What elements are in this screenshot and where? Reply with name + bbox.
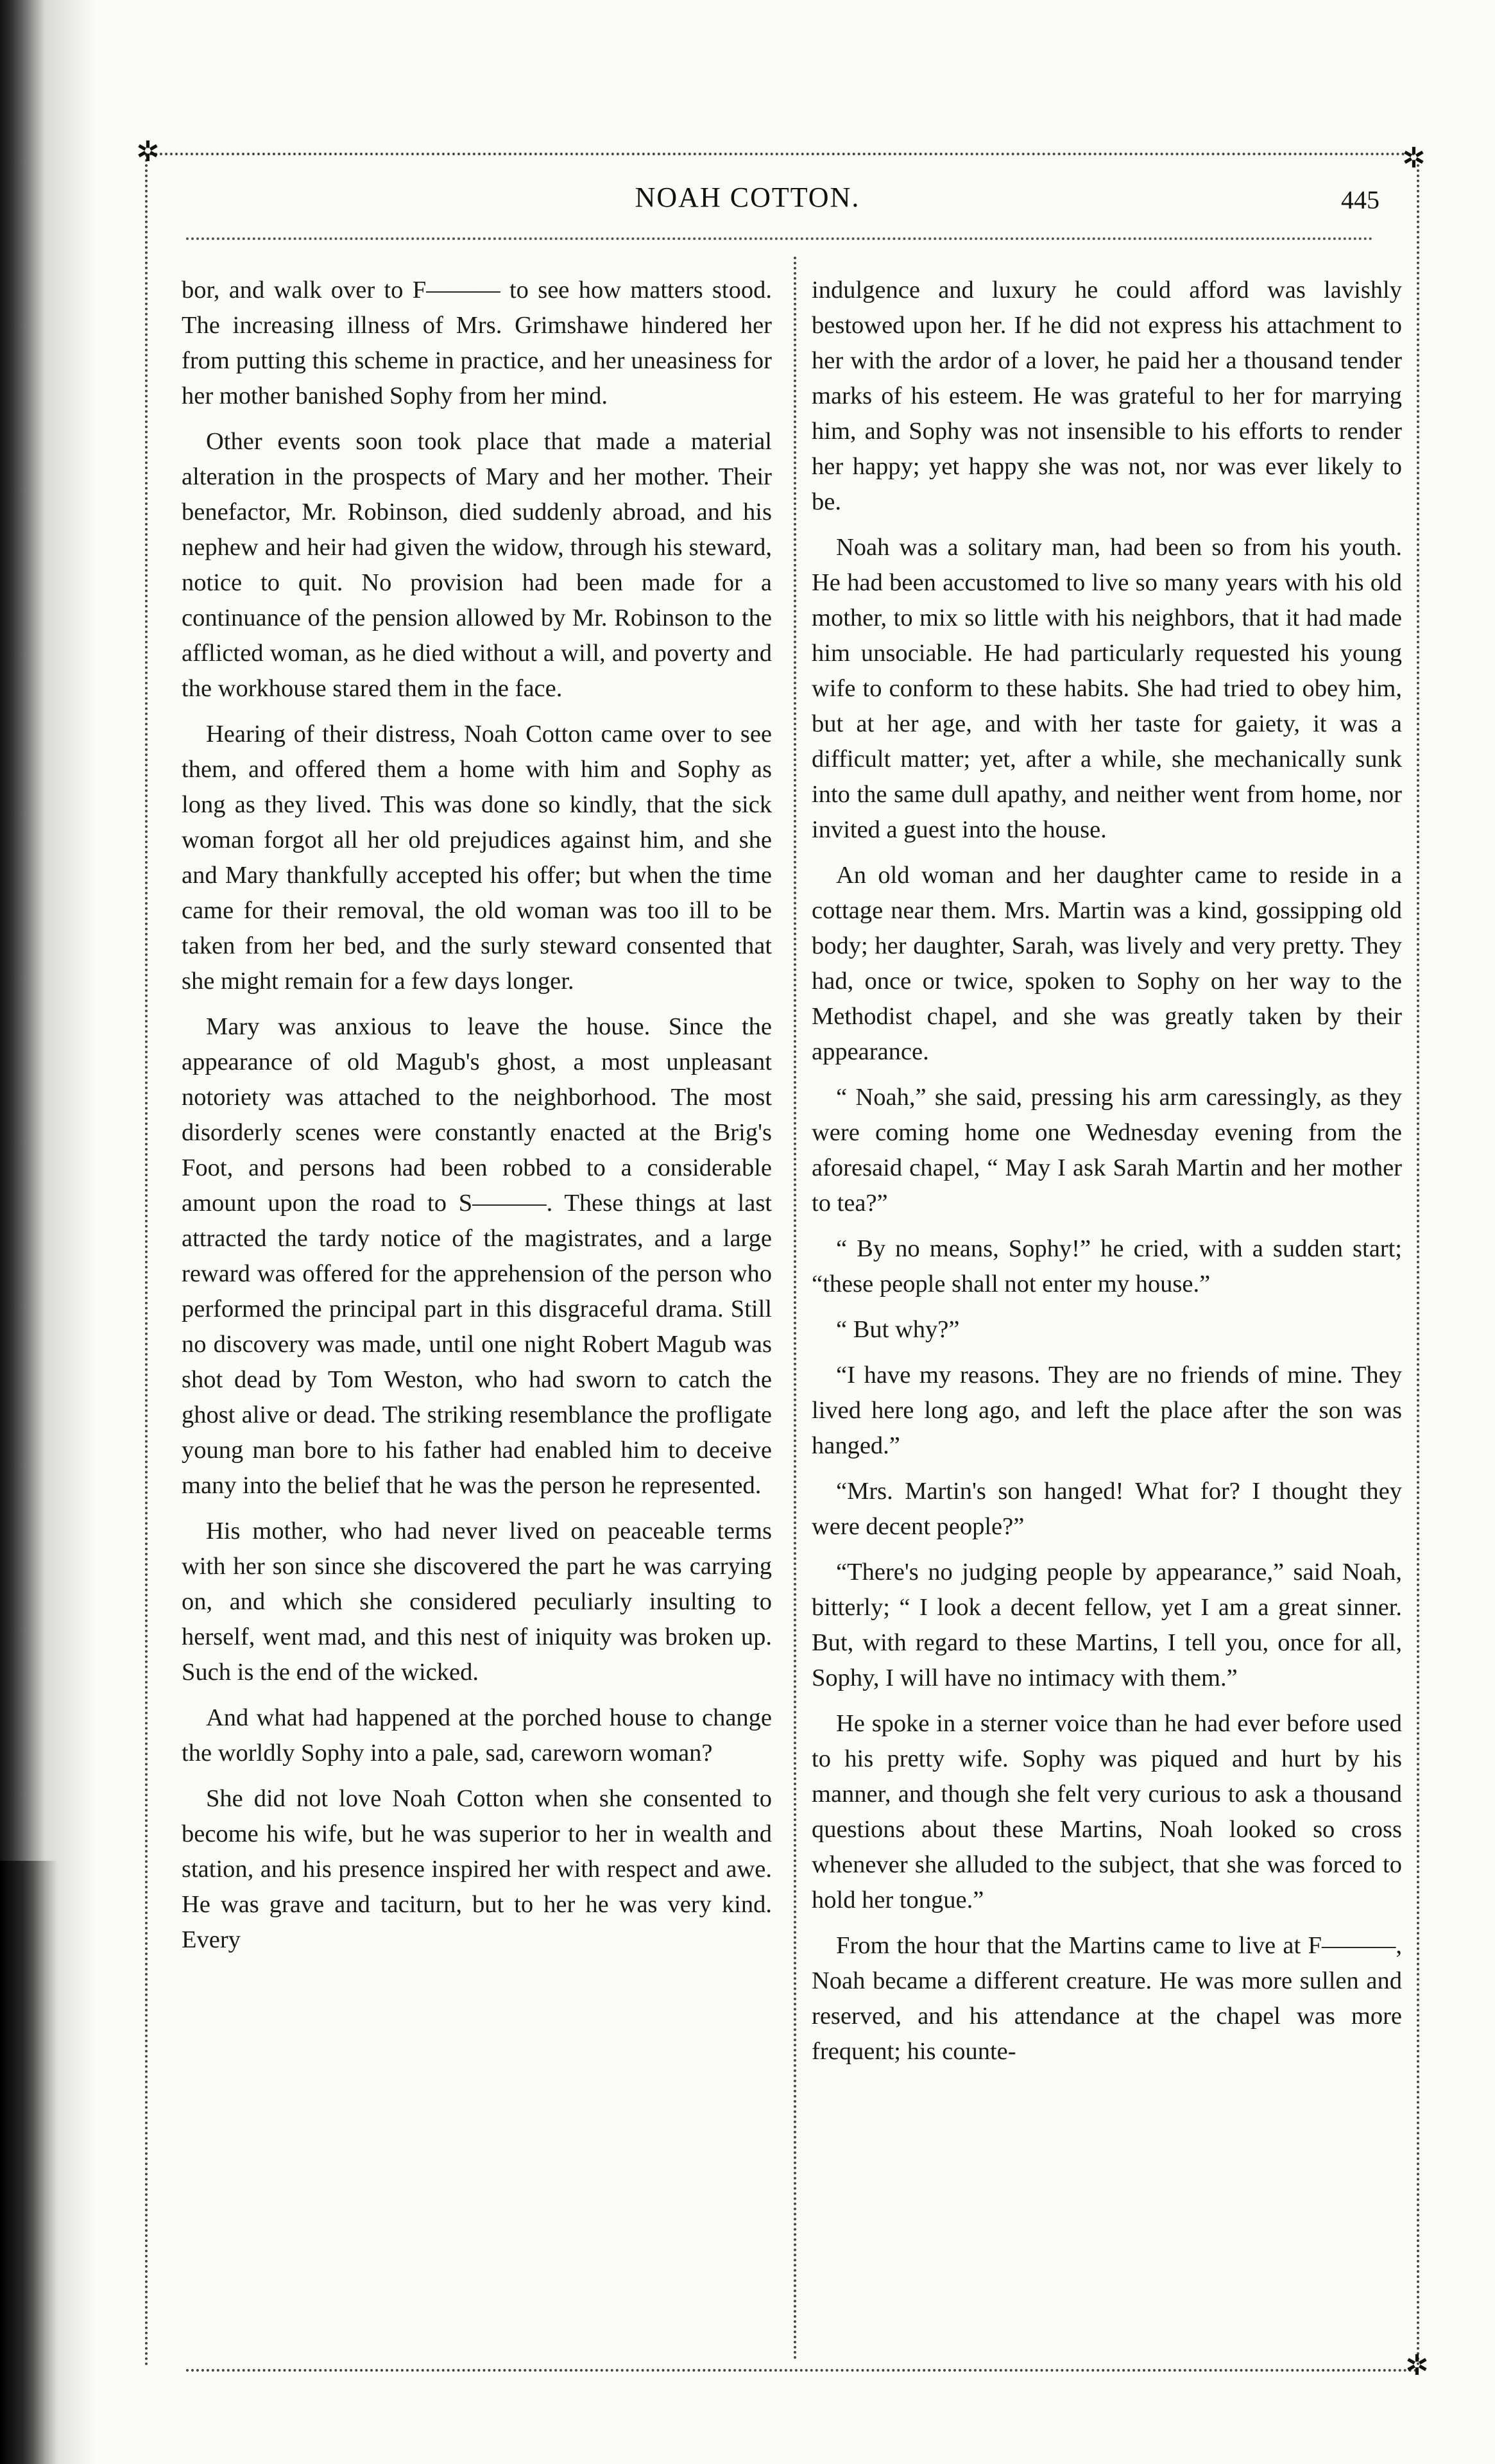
paragraph: “Mrs. Martin's son hanged! What for? I thought they were decent people?” bbox=[812, 1478, 1402, 1540]
page-border-left bbox=[145, 154, 148, 2368]
page-border-top bbox=[144, 153, 1421, 155]
corner-ornament-icon: ✲ bbox=[136, 136, 160, 167]
left-column bbox=[182, 273, 772, 1968]
page-border-bottom bbox=[186, 2369, 1418, 2372]
scan-shadow-edge-lower bbox=[0, 1861, 58, 2464]
paragraph: “I have my reasons. They are no friends of mine. They lived here long ago, and left the place after the son was hanged.” bbox=[812, 1362, 1402, 1459]
paragraph: She did not love Noah Cotton when she consented to become his wife, but he was superior to her in wealth and station, and his presence inspired her with respect and awe. He was grave and taciturn, but to her he was very kind. Every bbox=[182, 1785, 772, 1953]
page-number: 445 bbox=[1341, 185, 1380, 214]
column-divider bbox=[794, 257, 796, 2361]
paragraph: He spoke in a sterner voice than he had ever before used to his pretty wife. Sophy was piqued and hurt by his manner, and though she felt very curious to ask a thousand questions about these Martins, Noah looked so cross whenever she alluded to the subject, that she was forced to hold her tongue.” bbox=[812, 1710, 1402, 1913]
paragraph: His mother, who had never lived on peaceable terms with her son since she discovered the part he was carrying on, and which she considered peculiarly insulting to herself, went mad, and this nest of iniquity was broken up. Such is the end of the wicked. bbox=[182, 1518, 772, 1686]
corner-ornament-icon: ✲ bbox=[1405, 2350, 1429, 2381]
paragraph: bor, and walk over to F——— to see how matters stood. The increasing illness of Mrs. Grimshawe hindered her from putting this scheme in practice, and her uneasiness for her mother banished Sophy from her mind. bbox=[182, 277, 772, 409]
paragraph: Hearing of their distress, Noah Cotton came over to see them, and offered them a home with him and Sophy as long as they lived. This was done so kindly, that the sick woman forgot all her old prejudices against him, and she and Mary thankfully accepted his offer; but when the time came for their removal, the old woman was too ill to be taken from her bed, and the surly steward consented that she might remain for a few days longer. bbox=[182, 721, 772, 995]
paragraph: “ Noah,” she said, pressing his arm caressingly, as they were coming home one Wednesday evening from the aforesaid chapel, “ May I ask Sarah Martin and her mother to tea?” bbox=[812, 1084, 1402, 1217]
paragraph: From the hour that the Martins came to live at F———, Noah became a different creature. He was more sullen and reserved, and his attendance at the chapel was more frequent; his counte- bbox=[812, 1932, 1402, 2065]
page-border-right bbox=[1417, 154, 1419, 2368]
paragraph: indulgence and luxury he could afford was lavishly bestowed upon her. If he did not express his attachment to her with the ardor of a lover, he paid her a thousand tender marks of his esteem. He was grateful to her for marrying him, and Sophy was not insensible to his efforts to render her happy; yet happy she was not, nor was ever likely to be. bbox=[812, 277, 1402, 515]
paragraph: Noah was a solitary man, had been so from his youth. He had been accustomed to live so many years with his old mother, to mix so little with his neighbors, that it had made him unsociable. He had particularly requested his young wife to conform to these habits. She had tried to obey him, but at her age, and with her taste for gaiety, it was a difficult matter; yet, after a while, she mechanically sunk into the same dull apathy, and neither went from home, nor invited a guest into the house. bbox=[812, 534, 1402, 843]
paragraph: “There's no judging people by appearance,” said Noah, bitterly; “ I look a decent fellow, yet I am a great sinner. But, with regard to these Martins, I tell you, once for all, Sophy, I will have no intimacy with them.” bbox=[812, 1559, 1402, 1691]
running-header-title: NOAH COTTON. bbox=[635, 182, 860, 213]
paragraph: Mary was anxious to leave the house. Since the appearance of old Magub's ghost, a most unpleasant notoriety was attached to the neighborhood. The most disorderly scenes were constantly enacted at the Brig's Foot, and persons had been robbed to a considerable amount upon the road to S———. These things at last attracted the tardy notice of the magistrates, and a large reward was offered for the apprehension of the person who performed the principal part in this disgraceful drama. Still no discovery was made, until one night Robert Magub was shot dead by Tom Weston, who had sworn to catch the ghost alive or dead. The striking resemblance the profligate young man bore to his father had enabled him to deceive many into the belief that he was the person he represented. bbox=[182, 1013, 772, 1499]
header-rule bbox=[186, 237, 1373, 240]
paragraph: An old woman and her daughter came to reside in a cottage near them. Mrs. Martin was a kind, gossipping old body; her daughter, Sarah, was lively and very pretty. They had, once or twice, spoken to Sophy on her way to the Methodist chapel, and she was greatly taken by their appearance. bbox=[812, 862, 1402, 1065]
paragraph: Other events soon took place that made a material alteration in the prospects of Mary and her mother. Their benefactor, Mr. Robinson, died suddenly abroad, and his nephew and heir had given the widow, through his steward, notice to quit. No provision had been made for a continuance of the pension allowed by Mr. Robinson to the afflicted woman, as he died without a will, and poverty and the workhouse stared them in the face. bbox=[182, 428, 772, 702]
paragraph: “ But why?” bbox=[836, 1316, 960, 1343]
right-column bbox=[812, 273, 1402, 2080]
paragraph: And what had happened at the porched house to change the worldly Sophy into a pale, sad, careworn woman? bbox=[182, 1704, 772, 1767]
paragraph: “ By no means, Sophy!” he cried, with a sudden start; “these people shall not enter my house.” bbox=[812, 1235, 1402, 1297]
corner-ornament-icon: ✲ bbox=[1402, 142, 1426, 174]
